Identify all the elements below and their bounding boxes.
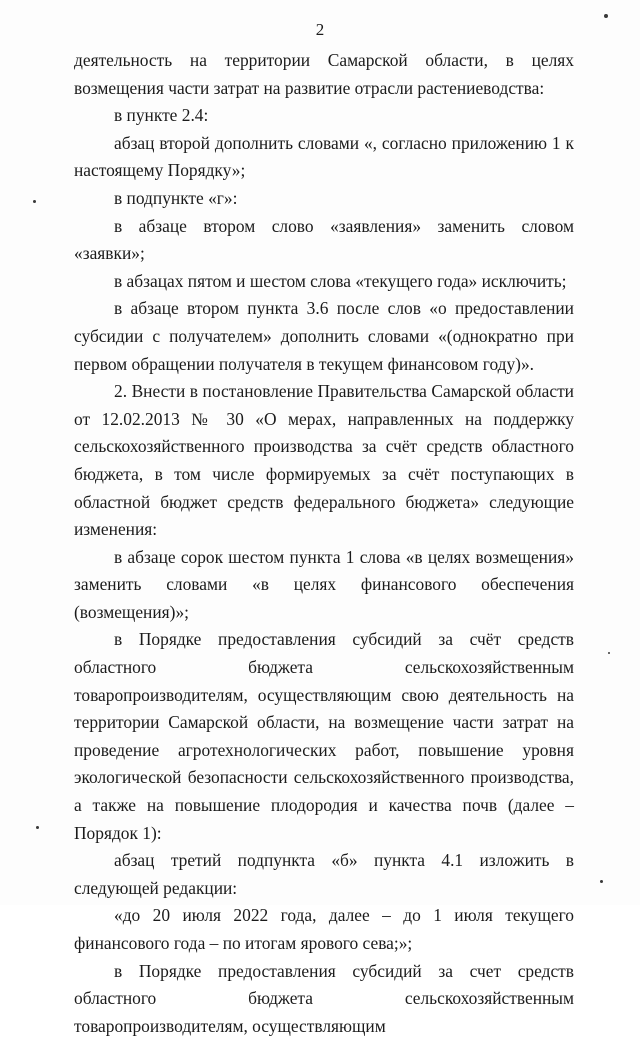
paragraph: в Порядке предоставления субсидий за счёт средств областного бюджета сельскохозяйственным товаропроизводителям, осуществляющим свою деятельность на территории Самарской области, на возмещение части затрат на проведение агротехнологических работ, повышение уровня экологической безопасности сельскохозяйственного производства, а также на повышение плодородия и качества почв (далее – Порядок 1): [74,629,574,843]
scan-speck [36,826,39,829]
paragraph-quote: «до 20 июля 2022 года, далее – до 1 июля текущего финансового года – по итогам ярового сева;»; [74,905,574,953]
paragraph: в абзацах пятом и шестом слова «текущего года» исключить; [114,270,567,291]
document-body [74,47,574,1040]
paragraph: в пункте 2.4: [114,105,209,126]
scan-speck [604,14,608,18]
scan-speck [600,880,603,883]
page-number: 2 [315,20,325,39]
paragraph-item-2: 2. Внести в постановление Правительства Самарской области от 12.02.2013 № 30 «О мерах, направленных на поддержку сельскохозяйственного производства за счёт средств областного бюджета, в том числе формируемых за счёт поступающих в областной бюджет средств федерального бюджета» следующие изменения: [74,381,574,540]
paragraph-continuation: деятельность на территории Самарской области, в целях возмещения части затрат на развитие отрасли растениеводства: [74,50,574,98]
paragraph: в абзаце сорок шестом пункта 1 слова «в целях возмещения» заменить словами «в целях финансового обеспечения (возмещения)»; [74,546,574,622]
scan-speck [33,200,36,203]
paragraph: в Порядке предоставления субсидий за счет средств областного бюджета сельскохозяйственным товаропроизводителям, осуществляющим [74,960,574,1036]
scan-speck [608,652,610,654]
paragraph: абзац второй дополнить словами «, согласно приложению 1 к настоящему Порядку»; [74,132,574,181]
paragraph: абзац третий подпункта «б» пункта 4.1 изложить в следующей редакции: [74,850,574,898]
paragraph: в подпункте «г»: [114,187,238,208]
paragraph: в абзаце втором слово «заявления» заменить словом «заявки»; [74,215,574,264]
paragraph: в абзаце втором пункта 3.6 после слов «о предоставлении субсидии с получателем» дополнить словами «(однократно при первом обращении получателя в текущем финансовом году)». [74,298,574,374]
